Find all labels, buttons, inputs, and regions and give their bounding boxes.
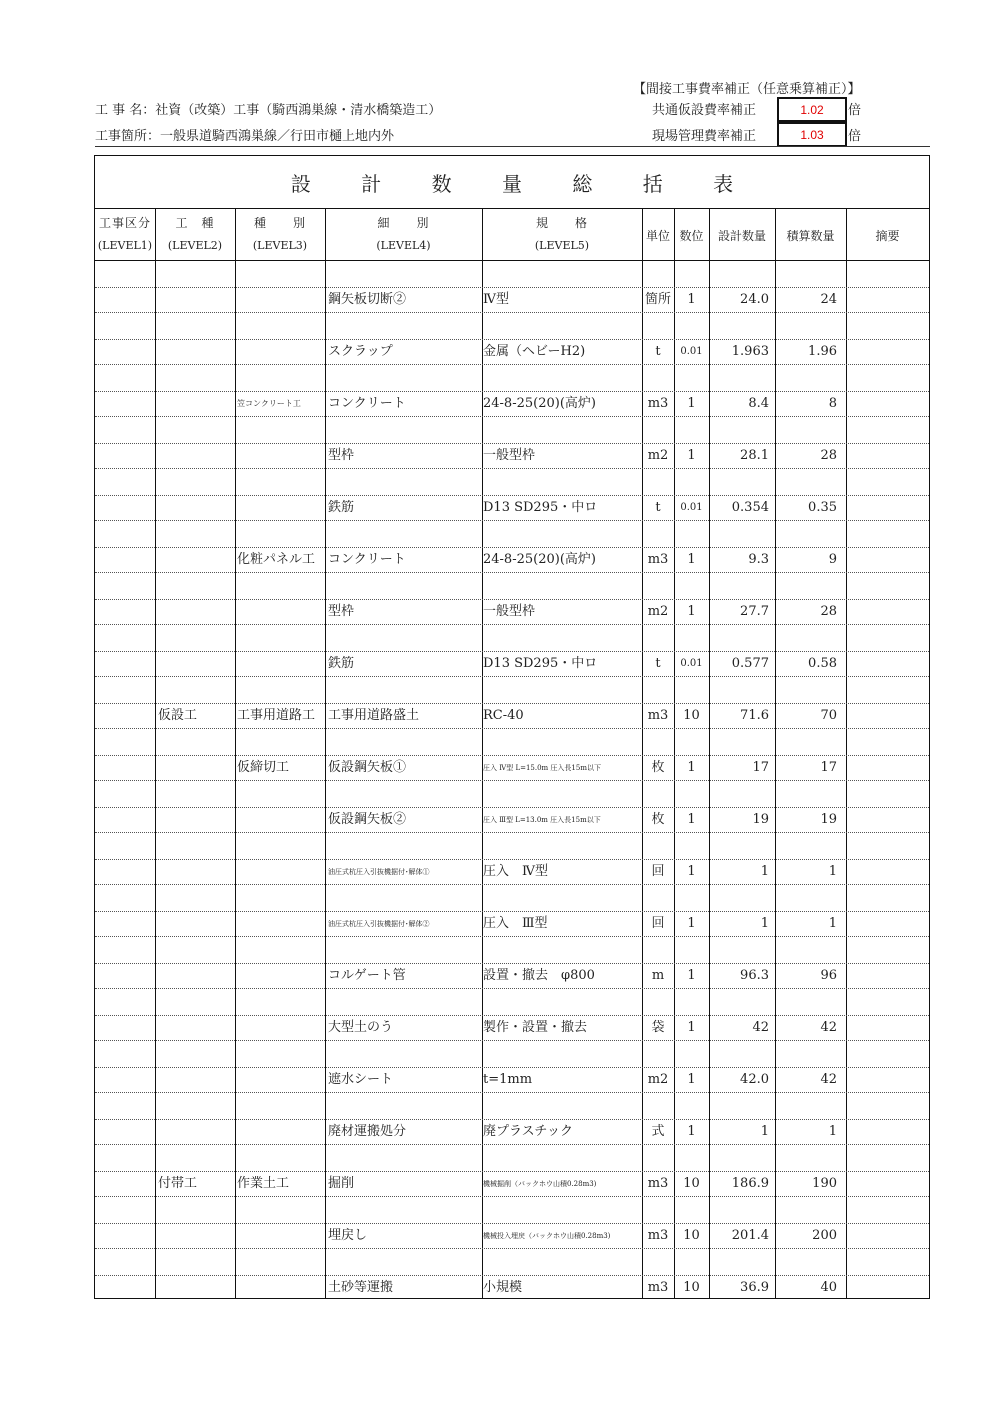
- unit-cell: m: [651, 968, 665, 983]
- est-qty-cell: 19: [820, 812, 837, 827]
- level4-cell: 型枠: [328, 604, 355, 619]
- est-qty-cell: 28: [820, 448, 837, 463]
- table-row: [95, 677, 929, 729]
- level3-cell: [237, 495, 325, 521]
- unit-cell: m2: [647, 448, 669, 463]
- level4-cell: 仮設鋼矢板①: [328, 760, 407, 775]
- unit-cell: 式: [651, 1124, 665, 1139]
- table-row: [95, 781, 929, 833]
- level4-cell: コルゲート管: [328, 968, 406, 983]
- est-qty-cell: 1.96: [808, 344, 837, 359]
- level5-cell: 機械掘削（バックホウ山積0.28m3): [483, 1180, 597, 1188]
- est-qty-cell: 70: [820, 708, 837, 723]
- col-level5: 規 格 (LEVEL5): [534, 216, 590, 252]
- est-qty-cell: 0.58: [808, 656, 837, 671]
- level5-cell: 一般型枠: [483, 448, 536, 463]
- digits-cell: 1: [687, 552, 696, 567]
- level2-cell: [158, 859, 234, 885]
- col-level3: 種 別 (LEVEL3): [252, 216, 308, 252]
- level3-cell: [237, 1015, 325, 1041]
- level3-cell: 仮締切工: [237, 760, 290, 775]
- design-qty-cell: 9.3: [748, 552, 769, 567]
- level5-cell: t=1mm: [483, 1072, 533, 1087]
- unit-cell: m3: [647, 1176, 669, 1191]
- unit-cell: t: [655, 344, 661, 359]
- level5-cell: 製作・設置・撤去: [483, 1020, 588, 1035]
- col-design-qty: 設計数量: [717, 229, 766, 243]
- level4-cell: 鋼矢板切断②: [328, 292, 407, 307]
- digits-cell: 1: [687, 864, 696, 879]
- est-qty-cell: 24: [820, 292, 837, 307]
- level5-cell: Ⅳ型: [483, 292, 509, 307]
- site-mgmt-rate-unit: 倍: [848, 129, 862, 144]
- table-row: [95, 1249, 929, 1301]
- level2-cell: [158, 547, 234, 573]
- unit-cell: t: [655, 500, 661, 515]
- table-body: [95, 261, 929, 1301]
- est-qty-cell: 9: [828, 552, 837, 567]
- unit-cell: 袋: [651, 1020, 665, 1035]
- est-qty-cell: 17: [820, 760, 837, 775]
- table-row: [95, 261, 929, 313]
- digits-cell: 0.01: [680, 502, 703, 513]
- level2-cell: [158, 599, 234, 625]
- level2-cell: [158, 807, 234, 833]
- level2-cell: 仮設工: [158, 708, 198, 723]
- level4-cell: 埋戻し: [328, 1228, 368, 1243]
- table-row: [95, 833, 929, 885]
- unit-cell: t: [655, 656, 661, 671]
- quantity-summary-sheet: [94, 155, 930, 1299]
- col-est-qty: 積算数量: [786, 229, 835, 243]
- level2-cell: [158, 287, 234, 313]
- digits-cell: 1: [687, 1020, 696, 1035]
- col-digits: 数位: [679, 229, 704, 243]
- digits-cell: 1: [687, 1124, 696, 1139]
- design-qty-cell: 42: [752, 1020, 769, 1035]
- digits-cell: 1: [687, 812, 696, 827]
- level3-cell: [237, 859, 325, 885]
- est-qty-cell: 42: [820, 1072, 837, 1087]
- table-row: [95, 365, 929, 417]
- table-title: 設 計 数 量 総 括 表: [95, 156, 929, 209]
- est-qty-cell: 40: [820, 1280, 837, 1295]
- level2-cell: 付帯工: [158, 1176, 198, 1191]
- col-unit: 単位: [645, 229, 670, 243]
- level5-cell: 金属（ヘビーH2): [483, 344, 586, 359]
- unit-cell: m2: [647, 604, 669, 619]
- design-qty-cell: 8.4: [748, 396, 769, 411]
- level4-cell: 型枠: [328, 448, 355, 463]
- design-qty-cell: 186.9: [731, 1176, 769, 1191]
- design-qty-cell: 0.354: [731, 500, 769, 515]
- level3-cell: [237, 963, 325, 989]
- est-qty-cell: 0.35: [808, 500, 837, 515]
- common-temp-rate-value: 1.02: [777, 97, 847, 122]
- project-name: 工 事 名：社資（改築）工事（騎西鴻巣線・清水橋築造工）: [95, 103, 442, 118]
- digits-cell: 1: [687, 396, 696, 411]
- unit-cell: 回: [651, 916, 665, 931]
- level3-cell: 笠コンクリート工: [237, 399, 301, 408]
- correction-title: 【間接工事費率補正（任意乗算補正）】: [633, 82, 861, 97]
- digits-cell: 1: [687, 1072, 696, 1087]
- table-row: [95, 1041, 929, 1093]
- common-temp-rate-label: 共通仮設費率補正: [652, 103, 757, 118]
- level4-cell: 油圧式杭圧入引抜機据付･解体①: [328, 868, 430, 876]
- level4-cell: 遮水シート: [328, 1072, 394, 1087]
- design-qty-cell: 71.6: [740, 708, 769, 723]
- level5-cell: 設置・撤去 φ800: [483, 968, 595, 983]
- est-qty-cell: 1: [828, 1124, 837, 1139]
- est-qty-cell: 28: [820, 604, 837, 619]
- table-row: [95, 885, 929, 937]
- table-row: [95, 313, 929, 365]
- level3-cell: [237, 1119, 325, 1145]
- table-row: [95, 989, 929, 1041]
- est-qty-cell: 1: [828, 916, 837, 931]
- level4-cell: 大型土のう: [328, 1020, 394, 1035]
- digits-cell: 10: [683, 1228, 700, 1243]
- common-temp-rate-unit: 倍: [848, 103, 862, 118]
- level5-cell: 廃プラスチック: [483, 1124, 573, 1139]
- est-qty-cell: 8: [828, 396, 837, 411]
- level5-cell: 24-8-25(20)(高炉): [483, 552, 596, 567]
- design-qty-cell: 17: [752, 760, 769, 775]
- level2-cell: [158, 651, 234, 677]
- project-site: 工事箇所：一般県道騎西鴻巣線／行田市樋上地内外: [95, 129, 395, 144]
- level2-cell: [158, 443, 234, 469]
- level3-cell: [237, 651, 325, 677]
- digits-cell: 1: [687, 292, 696, 307]
- level3-cell: [237, 443, 325, 469]
- level5-cell: RC-40: [483, 708, 524, 723]
- level3-cell: [237, 1067, 325, 1093]
- design-qty-cell: 24.0: [740, 292, 769, 307]
- level3-cell: [237, 599, 325, 625]
- level3-cell: [237, 807, 325, 833]
- level2-cell: [158, 1119, 234, 1145]
- table-row: [95, 1145, 929, 1197]
- design-qty-cell: 96.3: [740, 968, 769, 983]
- table-row: [95, 1093, 929, 1145]
- digits-cell: 10: [683, 1280, 700, 1295]
- col-level1: 工事区分 (LEVEL1): [97, 216, 153, 252]
- level2-cell: [158, 391, 234, 417]
- level4-cell: 鉄筋: [328, 500, 355, 515]
- digits-cell: 1: [687, 448, 696, 463]
- unit-cell: m3: [647, 1228, 669, 1243]
- unit-cell: m3: [647, 396, 669, 411]
- level5-cell: 圧入 Ⅳ型 L=15.0m 圧入長15m以下: [483, 764, 601, 772]
- level3-cell: 化粧パネル工: [237, 552, 316, 567]
- level5-cell: 圧入 Ⅳ型: [483, 864, 548, 879]
- table-row: [95, 417, 929, 469]
- level2-cell: [158, 1015, 234, 1041]
- level5-cell: 24-8-25(20)(高炉): [483, 396, 596, 411]
- table-row: [95, 573, 929, 625]
- site-mgmt-rate-value: 1.03: [777, 122, 847, 147]
- unit-cell: m3: [647, 552, 669, 567]
- table-row: [95, 729, 929, 781]
- level2-cell: [158, 1067, 234, 1093]
- digits-cell: 0.01: [680, 658, 703, 669]
- level4-cell: 土砂等運搬: [328, 1280, 394, 1295]
- est-qty-cell: 1: [828, 864, 837, 879]
- col-level2: 工 種 (LEVEL2): [167, 216, 223, 252]
- digits-cell: 0.01: [680, 346, 703, 357]
- digits-cell: 1: [687, 604, 696, 619]
- site-mgmt-rate-label: 現場管理費率補正: [652, 129, 757, 144]
- est-qty-cell: 42: [820, 1020, 837, 1035]
- level5-cell: 圧入 Ⅲ型 L=13.0m 圧入長15m以下: [483, 816, 601, 824]
- table-row: [95, 521, 929, 573]
- level4-cell: コンクリート: [328, 552, 406, 567]
- level4-cell: 鉄筋: [328, 656, 355, 671]
- level2-cell: [158, 495, 234, 521]
- digits-cell: 1: [687, 760, 696, 775]
- level3-cell: 作業土工: [237, 1176, 290, 1191]
- unit-cell: 回: [651, 864, 665, 879]
- col-remarks: 摘要: [875, 229, 900, 243]
- unit-cell: m3: [647, 708, 669, 723]
- level5-cell: 機械投入埋戻（バックホウ山積0.28m3): [483, 1232, 611, 1240]
- level3-cell: 工事用道路工: [237, 708, 316, 723]
- level4-cell: コンクリート: [328, 396, 406, 411]
- col-level4: 細 別 (LEVEL4): [376, 216, 431, 252]
- design-qty-cell: 1: [760, 916, 769, 931]
- level4-cell: 仮設鋼矢板②: [328, 812, 407, 827]
- level4-cell: 工事用道路盛土: [328, 708, 420, 723]
- level5-cell: 圧入 Ⅲ型: [483, 916, 548, 931]
- digits-cell: 1: [687, 916, 696, 931]
- level5-cell: 小規模: [483, 1280, 523, 1295]
- design-qty-cell: 28.1: [740, 448, 769, 463]
- level5-cell: D13 SD295・中ロ: [483, 500, 598, 515]
- unit-cell: 枚: [651, 812, 665, 827]
- table-row: [95, 625, 929, 677]
- level4-cell: スクラップ: [328, 344, 393, 359]
- est-qty-cell: 190: [812, 1176, 837, 1191]
- header-divider: [95, 146, 930, 147]
- level3-cell: [237, 1223, 325, 1249]
- design-qty-cell: 1.963: [731, 344, 769, 359]
- level2-cell: [158, 1275, 234, 1301]
- table-row: [95, 469, 929, 521]
- level3-cell: [237, 287, 325, 313]
- design-qty-cell: 0.577: [731, 656, 769, 671]
- design-qty-cell: 42.0: [740, 1072, 769, 1087]
- design-qty-cell: 1: [760, 1124, 769, 1139]
- unit-cell: m3: [647, 1280, 669, 1295]
- level4-cell: 掘削: [328, 1176, 355, 1191]
- level2-cell: [158, 1223, 234, 1249]
- design-qty-cell: 19: [752, 812, 769, 827]
- unit-cell: 枚: [651, 760, 665, 775]
- design-qty-cell: 1: [760, 864, 769, 879]
- digits-cell: 1: [687, 968, 696, 983]
- level2-cell: [158, 911, 234, 937]
- est-qty-cell: 200: [812, 1228, 837, 1243]
- level4-cell: 廃材運搬処分: [328, 1124, 407, 1139]
- level3-cell: [237, 339, 325, 365]
- level3-cell: [237, 911, 325, 937]
- unit-cell: m2: [647, 1072, 669, 1087]
- level5-cell: D13 SD295・中ロ: [483, 656, 598, 671]
- unit-cell: 箇所: [644, 292, 671, 307]
- level2-cell: [158, 755, 234, 781]
- level4-cell: 油圧式杭圧入引抜機据付･解体②: [328, 920, 430, 928]
- design-qty-cell: 27.7: [740, 604, 769, 619]
- level2-cell: [158, 339, 234, 365]
- digits-cell: 10: [683, 1176, 700, 1191]
- table-header: [95, 208, 929, 261]
- level3-cell: [237, 1275, 325, 1301]
- design-qty-cell: 36.9: [740, 1280, 769, 1295]
- table-row: [95, 937, 929, 989]
- design-qty-cell: 201.4: [731, 1228, 769, 1243]
- level5-cell: 一般型枠: [483, 604, 536, 619]
- digits-cell: 10: [683, 708, 700, 723]
- table-row: [95, 1197, 929, 1249]
- est-qty-cell: 96: [820, 968, 837, 983]
- level2-cell: [158, 963, 234, 989]
